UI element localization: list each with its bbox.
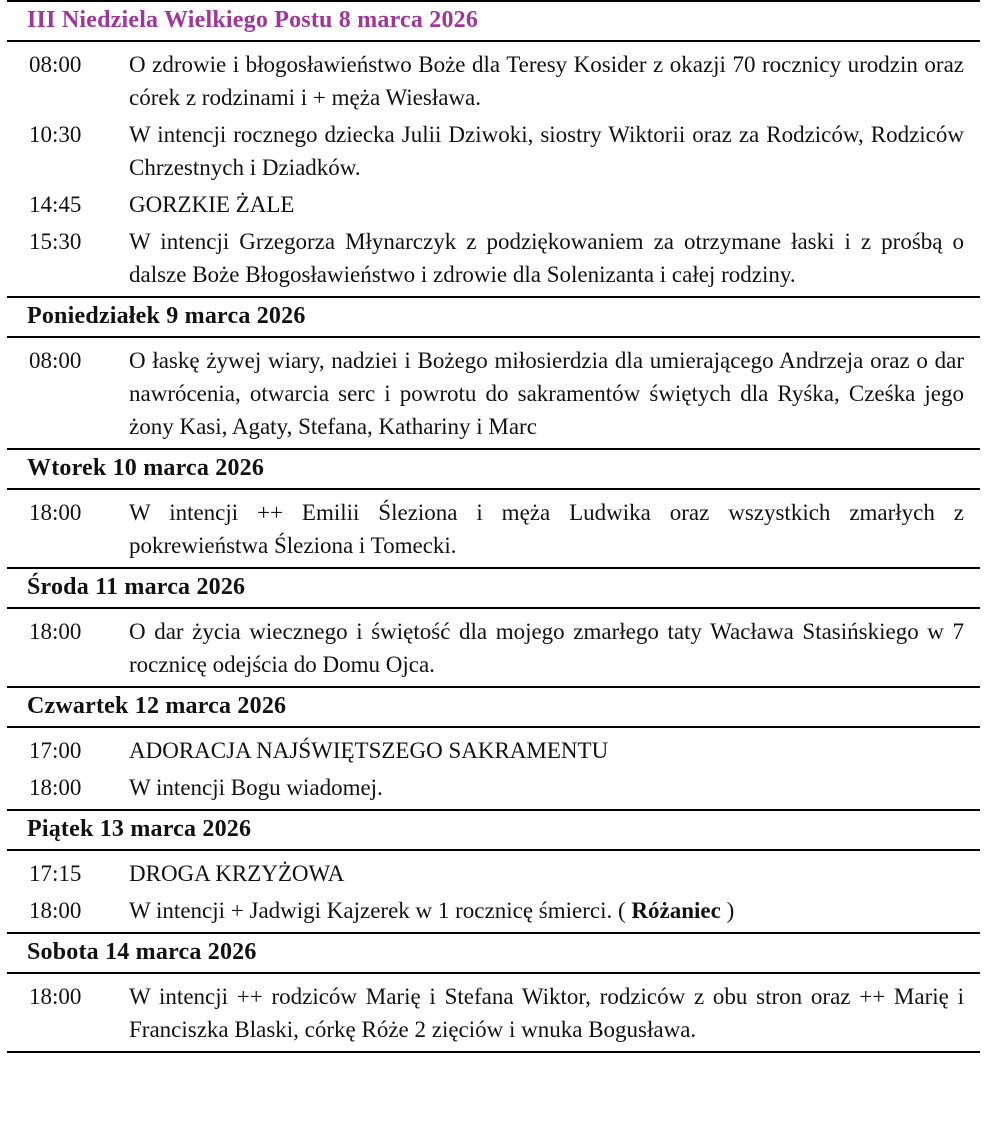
day-section-friday	[7, 809, 980, 932]
entry-row	[7, 732, 980, 769]
day-entries	[7, 42, 980, 296]
day-section-tuesday	[7, 448, 980, 567]
entry-description	[129, 894, 964, 927]
entry-description: W intencji ++ Emilii Śleziona i męża Ludwika oraz wszystkich zmarłych z pokrewieństwa Śleziona i Tomecki.	[129, 500, 964, 558]
day-entries	[7, 851, 980, 932]
day-entries	[7, 974, 980, 1051]
entry-row	[7, 46, 980, 116]
day-header	[7, 569, 980, 609]
entry-description-bold: Różaniec	[631, 898, 721, 923]
entry-description: O zdrowie i błogosławieństwo Boże dla Teresy Kosider z okazji 70 rocznicy urodzin oraz córek z rodzinami i + męża Wiesława.	[129, 52, 964, 110]
day-title: Czwartek 12 marca 2026	[27, 693, 287, 719]
entry-time: 18:00	[29, 619, 82, 644]
entry-description: O łaskę żywej wiary, nadziei i Bożego miłosierdzia dla umierającego Andrzeja oraz o dar nawrócenia, otwarcia serc i powrotu do sakramentów świętych dla Ryśka, Cześka jego żony Kasi, Agaty, Stefana, Kathariny i Marc	[129, 348, 964, 439]
day-section-monday	[7, 296, 980, 448]
entry-description: W intencji ++ rodziców Marię i Stefana Wiktor, rodziców z obu stron oraz ++ Marię i Franciszka Blaski, córkę Róże 2 zięciów i wnuka Bogusława.	[129, 984, 964, 1042]
entry-time: 18:00	[29, 500, 82, 525]
entry-description: GORZKIE ŻALE	[129, 192, 295, 217]
entry-description-suffix: )	[720, 898, 735, 923]
entry-description: O dar życia wiecznego i świętość dla mojego zmarłego taty Wacława Stasińskiego w 7 rocznicę odejścia do Domu Ojca.	[129, 619, 964, 677]
day-section-sunday	[7, 0, 980, 296]
entry-description: ADORACJA NAJŚWIĘTSZEGO SAKRAMENTU	[129, 738, 609, 763]
entry-description: W intencji Grzegorza Młynarczyk z podziękowaniem za otrzymane łaski i z prośbą o dalsze Boże Błogosławieństwo i zdrowie dla Solenizanta i całej rodziny.	[129, 229, 964, 287]
entry-row	[7, 613, 980, 683]
entry-description: DROGA KRZYŻOWA	[129, 861, 345, 886]
entry-time: 17:15	[29, 861, 82, 886]
entry-time: 08:00	[29, 52, 82, 77]
day-entries	[7, 490, 980, 567]
entry-row	[7, 855, 980, 892]
day-section-wednesday	[7, 567, 980, 686]
day-title: III Niedziela Wielkiego Postu 8 marca 2026	[27, 7, 479, 33]
entry-row	[7, 978, 980, 1048]
day-header	[7, 2, 980, 42]
day-title: Środa 11 marca 2026	[27, 574, 246, 600]
day-title: Sobota 14 marca 2026	[27, 939, 257, 965]
day-title: Poniedziałek 9 marca 2026	[27, 303, 306, 329]
entry-row	[7, 494, 980, 564]
day-section-thursday	[7, 686, 980, 809]
entry-description: W intencji Bogu wiadomej.	[129, 775, 383, 800]
day-entries	[7, 609, 980, 686]
entry-row	[7, 892, 980, 929]
day-header	[7, 811, 980, 851]
entry-time: 18:00	[29, 898, 82, 923]
entry-time: 15:30	[29, 229, 82, 254]
entry-time: 14:45	[29, 192, 82, 217]
entry-row	[7, 116, 980, 186]
entry-time: 18:00	[29, 984, 82, 1009]
entry-time: 17:00	[29, 738, 82, 763]
entry-row	[7, 186, 980, 223]
day-entries	[7, 728, 980, 809]
entry-description-text: W intencji + Jadwigi Kajzerek w 1 rocznicę śmierci. (	[129, 898, 632, 923]
day-header	[7, 450, 980, 490]
day-entries	[7, 338, 980, 448]
entry-time: 08:00	[29, 348, 82, 373]
day-header	[7, 934, 980, 974]
entry-row	[7, 223, 980, 293]
entry-row	[7, 342, 980, 445]
mass-intentions-table	[7, 0, 980, 1053]
entry-row	[7, 769, 980, 806]
day-section-saturday	[7, 932, 980, 1051]
day-title: Piątek 13 marca 2026	[27, 816, 252, 842]
day-header	[7, 298, 980, 338]
entry-time: 18:00	[29, 775, 82, 800]
day-header	[7, 688, 980, 728]
entry-description: W intencji rocznego dziecka Julii Dziwoki, siostry Wiktorii oraz za Rodziców, Rodziców Chrzestnych i Dziadków.	[129, 122, 964, 180]
entry-time: 10:30	[29, 122, 82, 147]
day-title: Wtorek 10 marca 2026	[27, 455, 265, 481]
